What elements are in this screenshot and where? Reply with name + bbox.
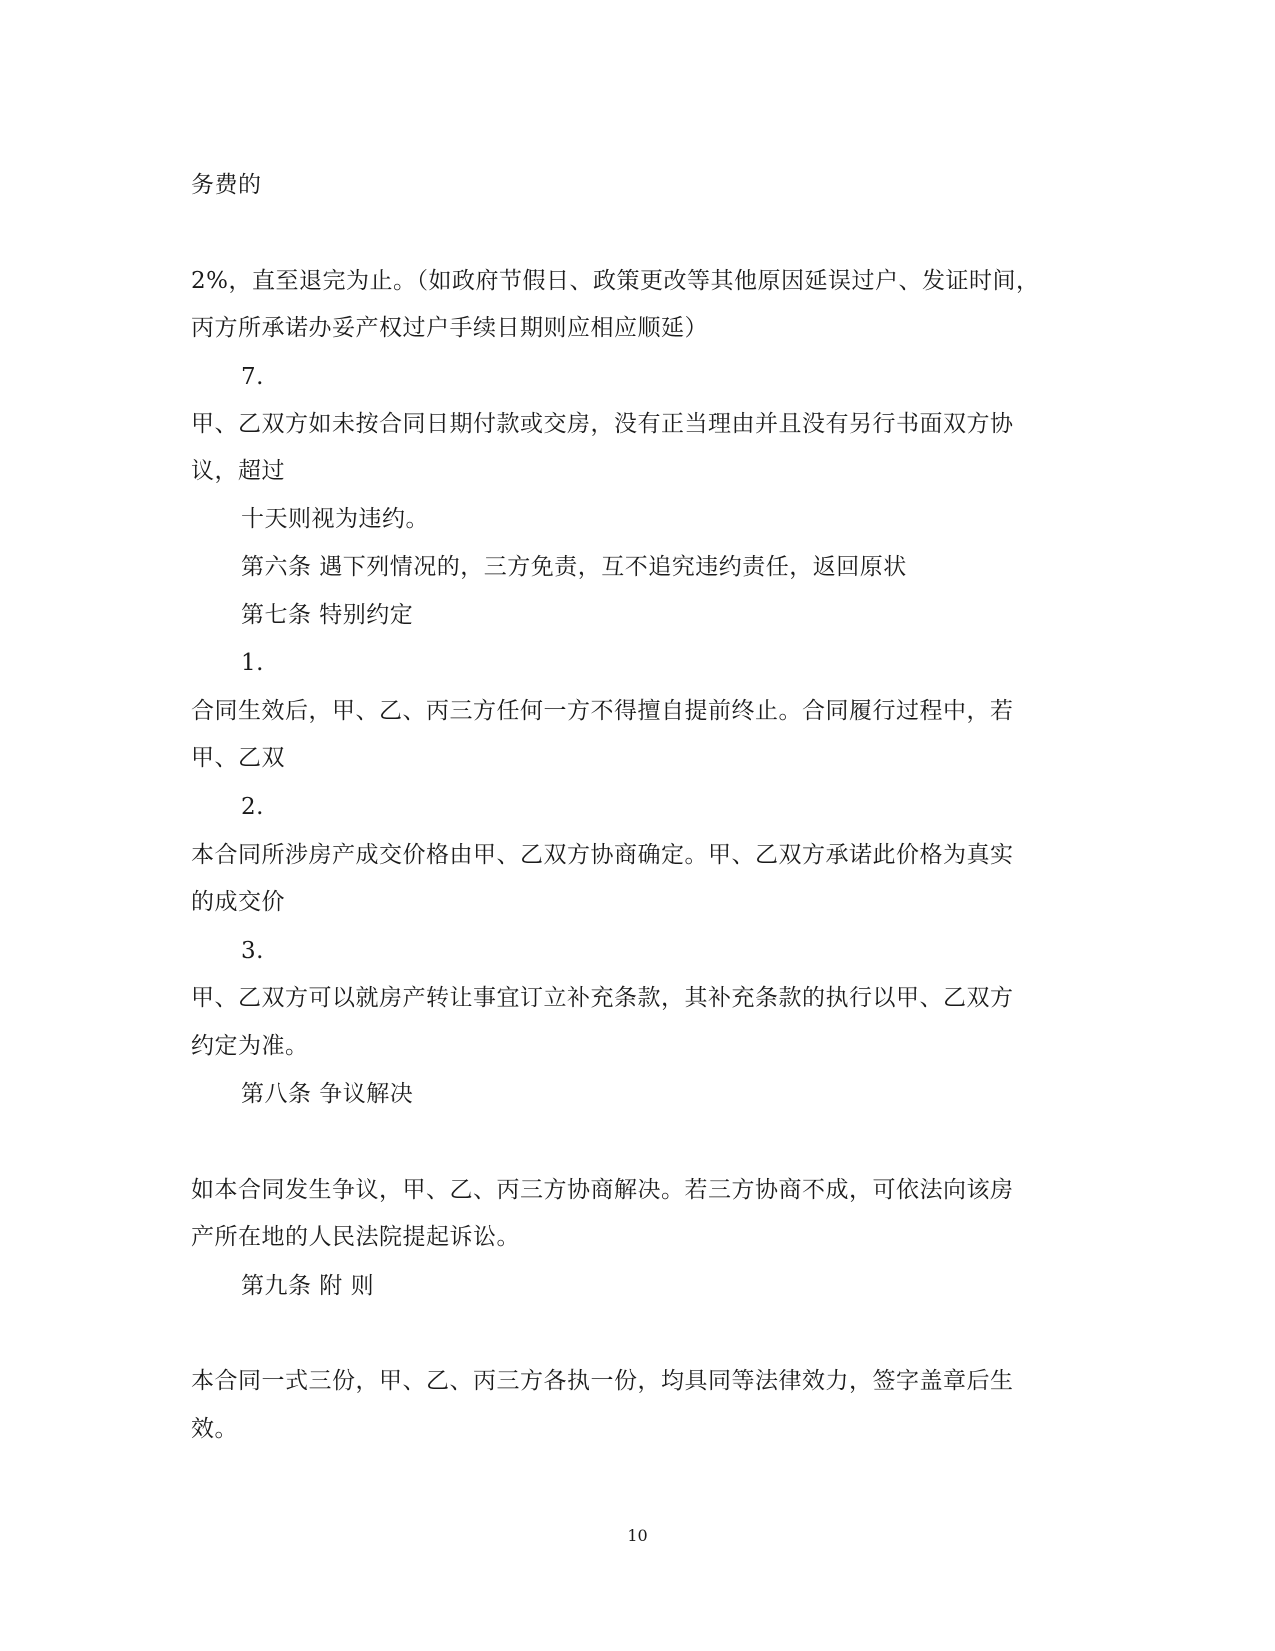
text-line: 合同生效后，甲、乙、丙三方任何一方不得擅自提前终止。合同履行过程中，若 (191, 698, 1014, 724)
text-line: 如本合同发生争议，甲、乙、丙三方协商解决。若三方协商不成，可依法向该房 (191, 1177, 1014, 1203)
list-number: 3. (241, 938, 264, 964)
text-line: 甲、乙双方如未按合同日期付款或交房，没有正当理由并且没有另行书面双方协 (191, 411, 1014, 437)
list-number: 2. (241, 794, 264, 820)
text-line: 约定为准。 (191, 1033, 309, 1059)
text-line: 十天则视为违约。 (241, 506, 429, 532)
section-heading: 第九条 附 则 (241, 1273, 375, 1299)
text-line: 议，超过 (191, 458, 285, 484)
list-number: 1. (241, 650, 264, 676)
text-line: 丙方所承诺办妥产权过户手续日期则应相应顺延） (191, 315, 708, 341)
page-number: 10 (627, 1526, 648, 1545)
text-line: 效。 (191, 1416, 238, 1442)
text-line: 甲、乙双 (191, 745, 285, 771)
section-heading: 第七条 特别约定 (241, 602, 414, 628)
text-line: 本合同一式三份，甲、乙、丙三方各执一份，均具同等法律效力，签字盖章后生 (191, 1368, 1014, 1394)
text-line: 的成交价 (191, 889, 285, 915)
text-line: 务费的 (191, 172, 262, 198)
text-line: 产所在地的人民法院提起诉讼。 (191, 1224, 520, 1250)
text-line: 本合同所涉房产成交价格由甲、乙双方协商确定。甲、乙双方承诺此价格为真实 (191, 842, 1014, 868)
text-line: 甲、乙双方可以就房产转让事宜订立补充条款，其补充条款的执行以甲、乙双方 (191, 985, 1014, 1011)
list-number: 7. (241, 364, 264, 390)
section-heading: 第六条 遇下列情况的，三方免责，互不追究违约责任，返回原状 (241, 554, 907, 580)
section-heading: 第八条 争议解决 (241, 1081, 414, 1107)
text-line: 2%，直至退完为止。（如政府节假日、政策更改等其他原因延误过户、发证时间， (191, 268, 1040, 294)
